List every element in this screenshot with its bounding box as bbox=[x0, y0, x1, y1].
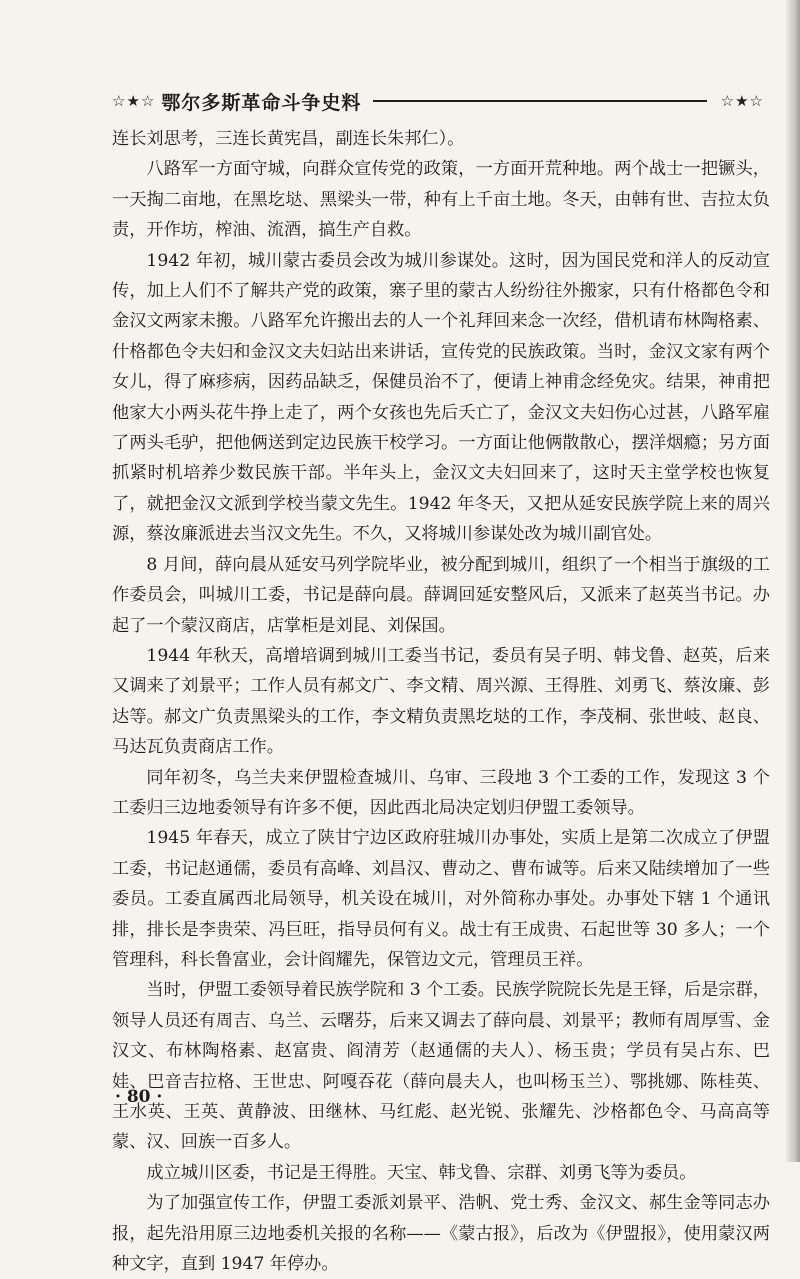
stars-right-icon: ☆★☆ bbox=[720, 92, 764, 110]
paragraph-9: 成立城川区委，书记是王得胜。天宝、韩戈鲁、宗群、刘勇飞等为委员。 bbox=[146, 1162, 697, 1183]
running-header bbox=[112, 88, 764, 114]
stars-left-icon: ☆★☆ bbox=[112, 92, 156, 110]
paragraph-8: 当时，伊盟工委领导着民族学院和 3 个工委。民族学院院长先是王铎，后是宗群，领导人员还有周吉、乌兰、云曙芬，后来又调去了薛向晨、刘景平；教师有周厚雪、金汉文、布林陶格素、赵富贵、阎清芳（赵通儒的夫人）、杨玉贵；学员有吴占东、巴娃、巴音吉拉格、王世忠、阿嘎吞花（薛向晨夫人，也叫杨玉兰）、鄂挑娜、陈桂英、王水英、王英、黄静波、田继林、马红彪、赵光锐、张耀先、沙格都色令、马高高等蒙、汉、回族一百多人。 bbox=[112, 980, 770, 1153]
paragraph-1: 连长刘思考，三连长黄宪昌，副连长朱邦仁）。 bbox=[112, 129, 465, 149]
paragraph-3: 1942 年初，城川蒙古委员会改为城川参谋处。这时，因为国民党和洋人的反动宣传，加上人们不了解共产党的政策，寨子里的蒙古人纷纷往外搬家，只有什格都色令和金汉文两家未搬。八路军允许搬出去的人一个礼拜回来念一次经，借机请布林陶格素、什格都色令夫妇和金汉文夫妇站出来讲话，宣传党的民族政策。当时，金汉文家有两个女儿，得了麻疹病，因药品缺乏，保健员治不了，便请上神甫念经免灾。结果，神甫把他家大小两头花牛挣上走了，两个女孩也先后夭亡了，金汉文夫妇伤心过甚，八路军雇了两头毛驴，把他俩送到定边民族干校学习。一方面让他俩散散心，摆洋烟瘾；另方面抓紧时机培养少数民族干部。半年头上，金汉文夫妇回来了，这时天主堂学校也恢复了，就把金汉文派到学校当蒙文先生。1942 年冬天，又把从延安民族学院上来的周兴源，蔡汝廉派进去当汉文先生。不久，又将城川参谋处改为城川副官处。 bbox=[112, 250, 770, 545]
paragraph-6: 同年初冬，乌兰夫来伊盟检查城川、乌审、三段地 3 个工委的工作，发现这 3 个工委归三边地委领导有许多不便，因此西北局决定划归伊盟工委领导。 bbox=[112, 767, 770, 818]
page-edge-shadow bbox=[786, 0, 800, 1162]
paragraph-5: 1944 年秋天，高增培调到城川工委当书记，委员有吴子明、韩戈鲁、赵英，后来又调来了刘景平；工作人员有郝文广、李文精、周兴源、王得胜、刘勇飞、蔡汝廉、彭达等。郝文广负责黑梁头的工作，李文精负责黑圪垯的工作，李茂桐、张世岐、赵良、马达瓦负责商店工作。 bbox=[112, 645, 770, 758]
header-rule bbox=[373, 100, 706, 102]
paragraph-4: 8 月间，薛向晨从延安马列学院毕业，被分配到城川，组织了一个相当于旗级的工作委员会，叫城川工委，书记是薛向晨。薛调回延安整风后，又派来了赵英当书记。办起了一个蒙汉商店，店掌柜是刘昆、刘保国。 bbox=[112, 554, 770, 636]
series-title: 鄂尔多斯革命斗争史料 bbox=[161, 91, 362, 114]
paragraph-7: 1945 年春天，成立了陕甘宁边区政府驻城川办事处，实质上是第二次成立了伊盟工委，书记赵通儒，委员有高峰、刘昌汉、曹动之、曹布诚等。后来又陆续增加了一些委员。工委直属西北局领导，机关设在城川，对外简称办事处。办事处下辖 1 个通讯排，排长是李贵荣、冯巨旺，指导员何有义。战士有王成贵、石起世等 30 多人；一个管理科，科长鲁富业，会计阎耀先，保管边文元，管理员王祥。 bbox=[112, 828, 770, 970]
page-number: · 80 · bbox=[115, 1087, 163, 1107]
paragraph-2: 八路军一方面守城，向群众宣传党的政策，一方面开荒种地。两个战士一把镢头，一天掏二亩地，在黑圪垯、黑梁头一带，种有上千亩土地。冬天，由韩有世、吉拉太负责，开作坊，榨油、流酒，搞生产自救。 bbox=[112, 159, 770, 241]
body-text bbox=[112, 124, 770, 1279]
paragraph-10: 为了加强宣传工作，伊盟工委派刘景平、浩帆、党士秀、金汉文、郝生金等同志办报，起先沿用原三边地委机关报的名称——《蒙古报》，后改为《伊盟报》，使用蒙汉两种文字，直到 1947 年停办。 bbox=[112, 1193, 770, 1275]
